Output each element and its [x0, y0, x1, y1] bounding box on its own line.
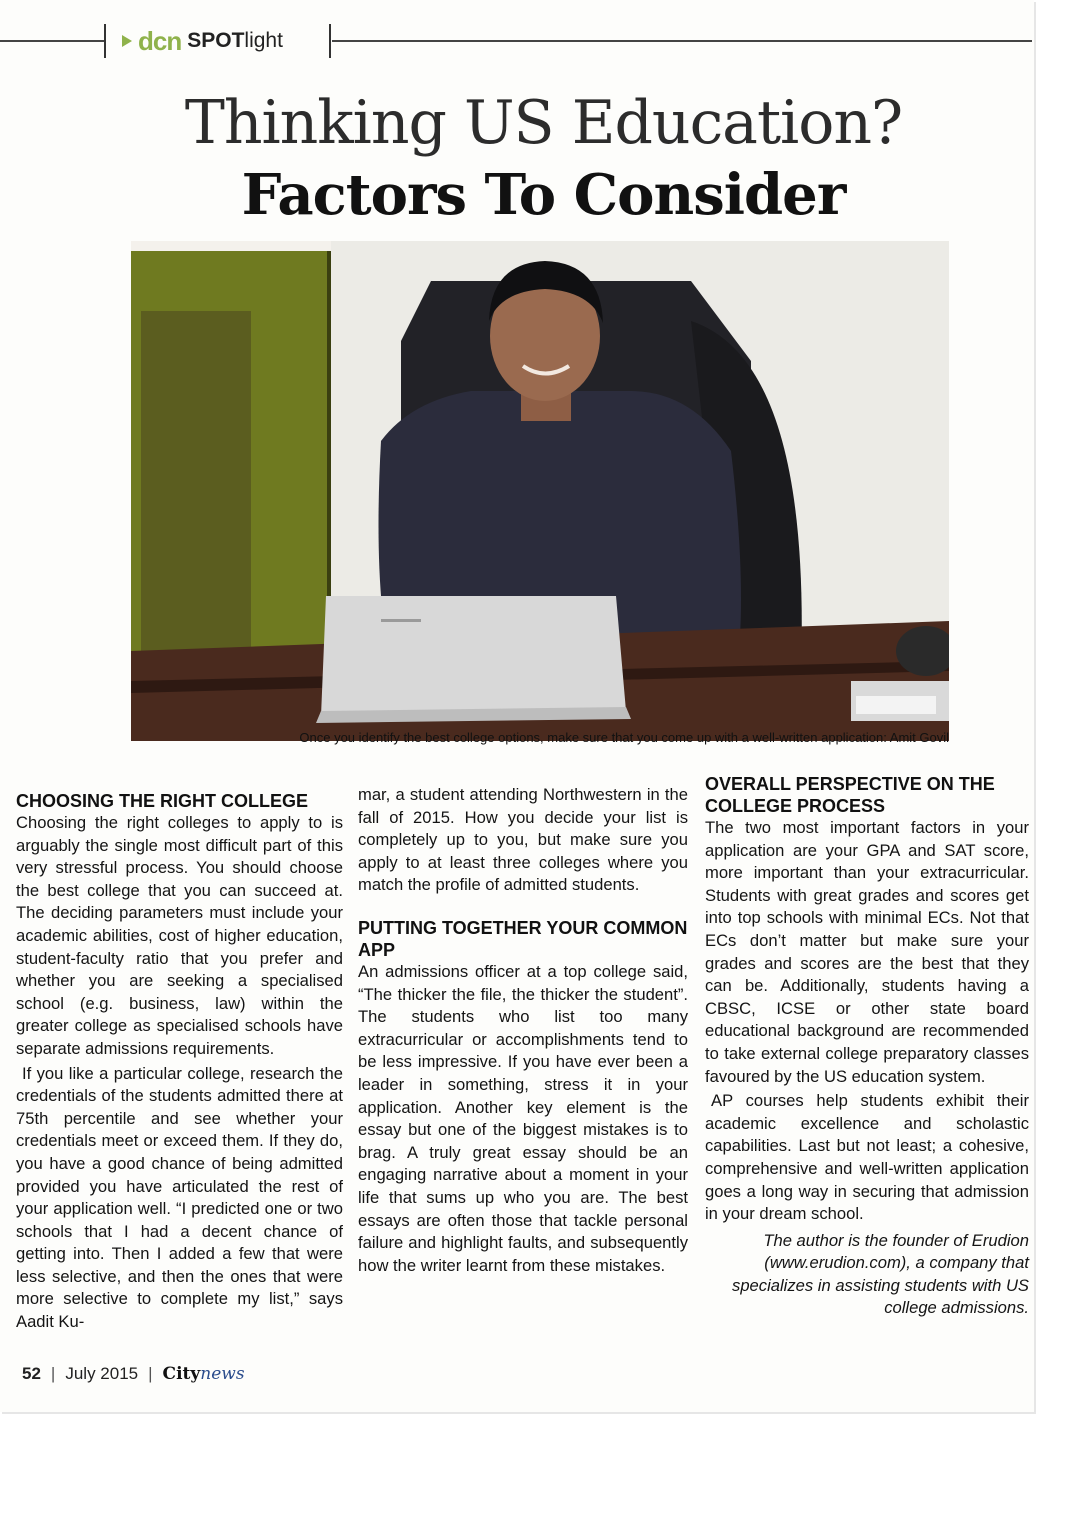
header-divider [104, 24, 106, 58]
page-number: 52 [22, 1364, 41, 1383]
footer-separator: | [50, 1364, 56, 1383]
dcn-logo: dcn [138, 25, 182, 56]
paragraph: If you like a particular college, research the credentials of the students admitted there at 75th percentile and see whether your credentials meet or exceed them. If they do, you have a good chance of being admitted provided you have articulated the rest of your application well. “I predicted one or two schools that I had a decent chance of getting into. Then I added a few that were less selective, and then the ones that were more selective to complete my list,” says Aadit Ku- [16, 1063, 343, 1332]
header-divider [329, 24, 331, 58]
paragraph: AP courses help students exhibit their academic excellence and scholastic capabilities. Last but not least; a cohesive, comprehensive and well-written application goes a long way in securing that admission in your dream school. [705, 1091, 1029, 1224]
footer-separator: | [148, 1364, 153, 1383]
page-footer [22, 1364, 245, 1384]
portrait-photo [131, 241, 949, 741]
header-rule-left [0, 40, 106, 42]
article-column-3 [705, 773, 1029, 1320]
section-heading: OVERALL PERSPECTIVE ON THE COLLEGE PROCESS [705, 774, 995, 816]
arrow-right-icon [122, 35, 132, 47]
article-column-1 [16, 790, 343, 1334]
photo-caption: Once you identify the best college options, make sure that you come up with a well-written application: Amit Govil [299, 730, 949, 745]
header-rule-right [332, 40, 1032, 42]
section-label: SPOTlight [187, 29, 283, 52]
paragraph: mar, a student attending Northwestern in the fall of 2015. How you decide your list is completely up to you, but make sure you apply to at least three colleges where you match the profile of admitted students. [358, 785, 688, 895]
headline-line-1: Thinking US Education? [184, 88, 903, 158]
magazine-logo: Citynews [162, 1364, 245, 1384]
article-column-2 [358, 784, 688, 1277]
section-heading: PUTTING TOGETHER YOUR COMMON APP [358, 917, 688, 960]
paragraph: The two most important factors in your application are your GPA and SAT score, more important than your extracurricular. Students with great grades and scores get into top schools with minimal ECs. Not that ECs don’t matter but make sure your grades and scores are the best that they can be. Additionally, students having a CBSC, ICSE or other state board educational background are recommended to take external college preparatory classes favoured by the US education system. [705, 818, 1029, 1086]
issue-date: July 2015 [65, 1364, 139, 1383]
paragraph: An admissions officer at a top college said, “The thicker the file, the thicker the student”. The students who list too many extracurricular or accomplishments tend to be less impressive. If you have ever been a leader in something, stress it in your application. Another key element is the essay but one of the biggest mistakes is to brag. A truly great essay should be an engaging narrative about a moment in your life that sums up who you are. The best essays are often those that tackle personal failure and highlight faults, and subsequently how the writer learnt from these mistakes. [358, 961, 688, 1275]
section-heading: CHOOSING THE RIGHT COLLEGE [16, 791, 309, 811]
paragraph: Choosing the right colleges to apply to is arguably the single most difficult part of this very stressful process. You should choose the best college that you can succeed at. The deciding parameters must include your academic abilities, cost of higher education, student-faculty ratio that you prefer and whether you are seeking a specialised school (e.g. business, law) within the greater college as specialised schools have separate admissions requirements. [16, 813, 343, 1058]
headline-line-2: Factors To Consider [241, 162, 846, 228]
section-header [122, 24, 283, 58]
author-note: The author is the founder of Erudion (www.erudion.com), a company that specializes in assisting students with US college admissions. [732, 1230, 1029, 1318]
photo-illustration [131, 241, 949, 741]
